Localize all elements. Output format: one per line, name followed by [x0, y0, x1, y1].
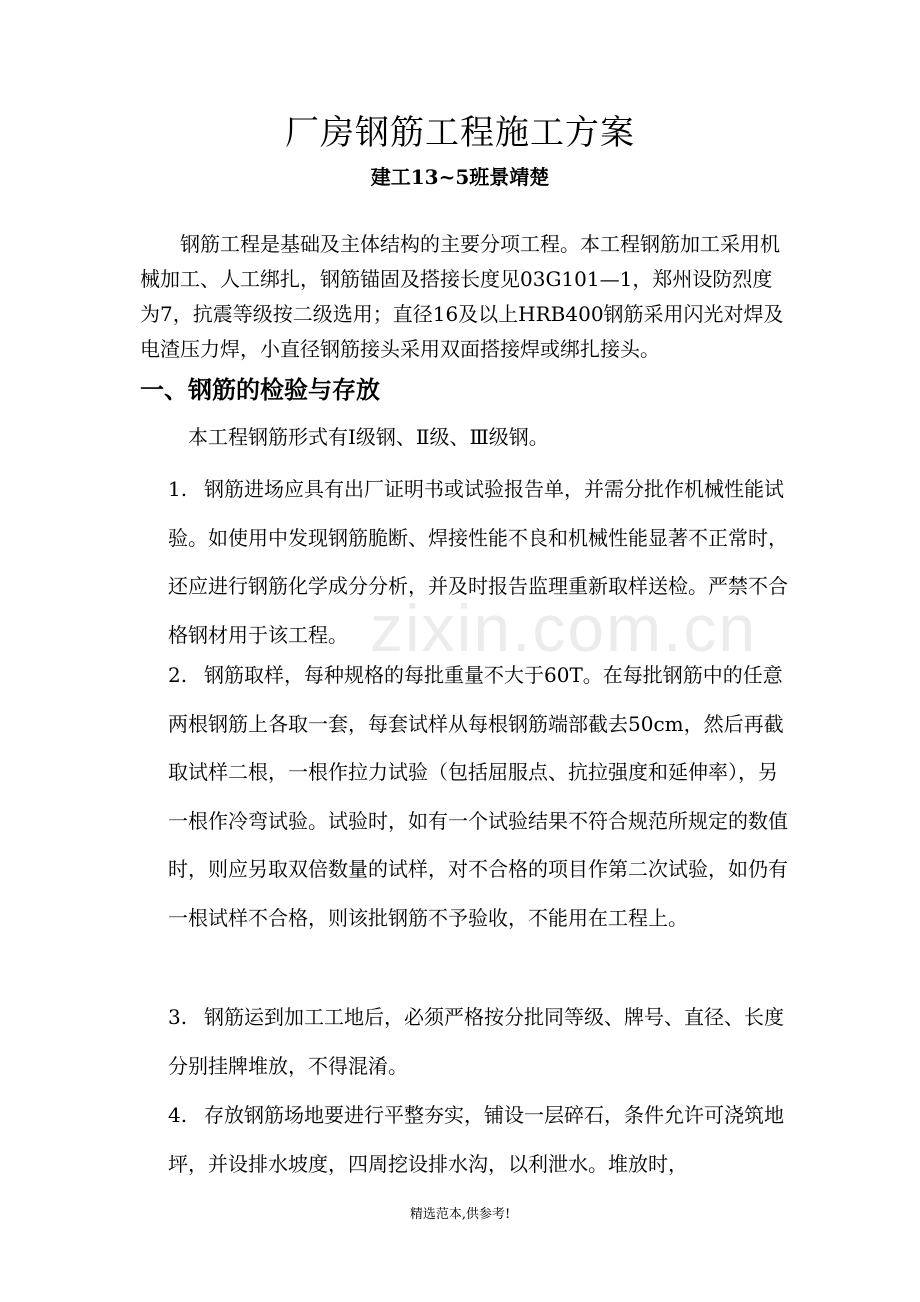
- page-title: 厂房钢筋工程施工方案: [285, 113, 635, 153]
- list-item-number: 1.: [168, 477, 188, 501]
- list-item-number: 4.: [168, 1103, 188, 1127]
- list-item-text: 钢筋运到加工工地后，必须严格按分批同等级、牌号、直径、长度分别挂牌堆放，不得混淆。: [168, 1005, 784, 1078]
- section-intro: 本工程钢筋形式有Ⅰ级钢、Ⅱ级、Ⅲ级钢。: [188, 425, 549, 449]
- list-item: [168, 993, 790, 1090]
- intro-paragraph: 钢筋工程是基础及主体结构的主要分项工程。本工程钢筋加工采用机械加工、人工绑扎，钢筋锚固及搭接长度见03G101—1，郑州设防烈度为7，抗震等级按二级选用；直径16及以上HRB400钢筋采用闪光对焊及电渣压力焊，小直径钢筋接头采用双面搭接焊或绑扎接头。: [140, 232, 784, 361]
- list-item-text: 存放钢筋场地要进行平整夯实，铺设一层碎石，条件允许可浇筑地坪，并设排水坡度，四周挖设排水沟，以利泄水。堆放时，: [168, 1103, 784, 1176]
- list-item: [168, 1091, 790, 1188]
- list-item: [168, 651, 790, 942]
- list-item: [168, 465, 790, 659]
- list-item-text: 钢筋取样，每种规格的每批重量不大于60T。在每批钢筋中的任意两根钢筋上各取一套，每套试样从每根钢筋端部截去50cm，然后再截取试样二根，一根作拉力试验（包括屈服点、抗拉强度和延伸率），另一根作冷弯试验。试验时，如有一个试验结果不符合规范所规定的数值时，则应另取双倍数量的试样，对不合格的项目作第二次试验，如仍有一根试样不合格，则该批钢筋不予验收，不能用在工程上。: [168, 663, 788, 930]
- page-footer: 精选范本,供参考!: [409, 1207, 511, 1222]
- section-heading: 一、钢筋的检验与存放: [140, 375, 380, 404]
- author-line: 建工13~5班景靖楚: [370, 165, 550, 189]
- list-item-number: 2.: [168, 663, 188, 687]
- watermark: zixin.com.cn: [370, 591, 758, 665]
- list-item-text: 钢筋进场应具有出厂证明书或试验报告单，并需分批作机械性能试验。如使用中发现钢筋脆断、焊接性能不良和机械性能显著不正常时，还应进行钢筋化学成分分析，并及时报告监理重新取样送检。严禁不合格钢材用于该工程。: [168, 477, 788, 647]
- list-item-number: 3.: [168, 1005, 188, 1029]
